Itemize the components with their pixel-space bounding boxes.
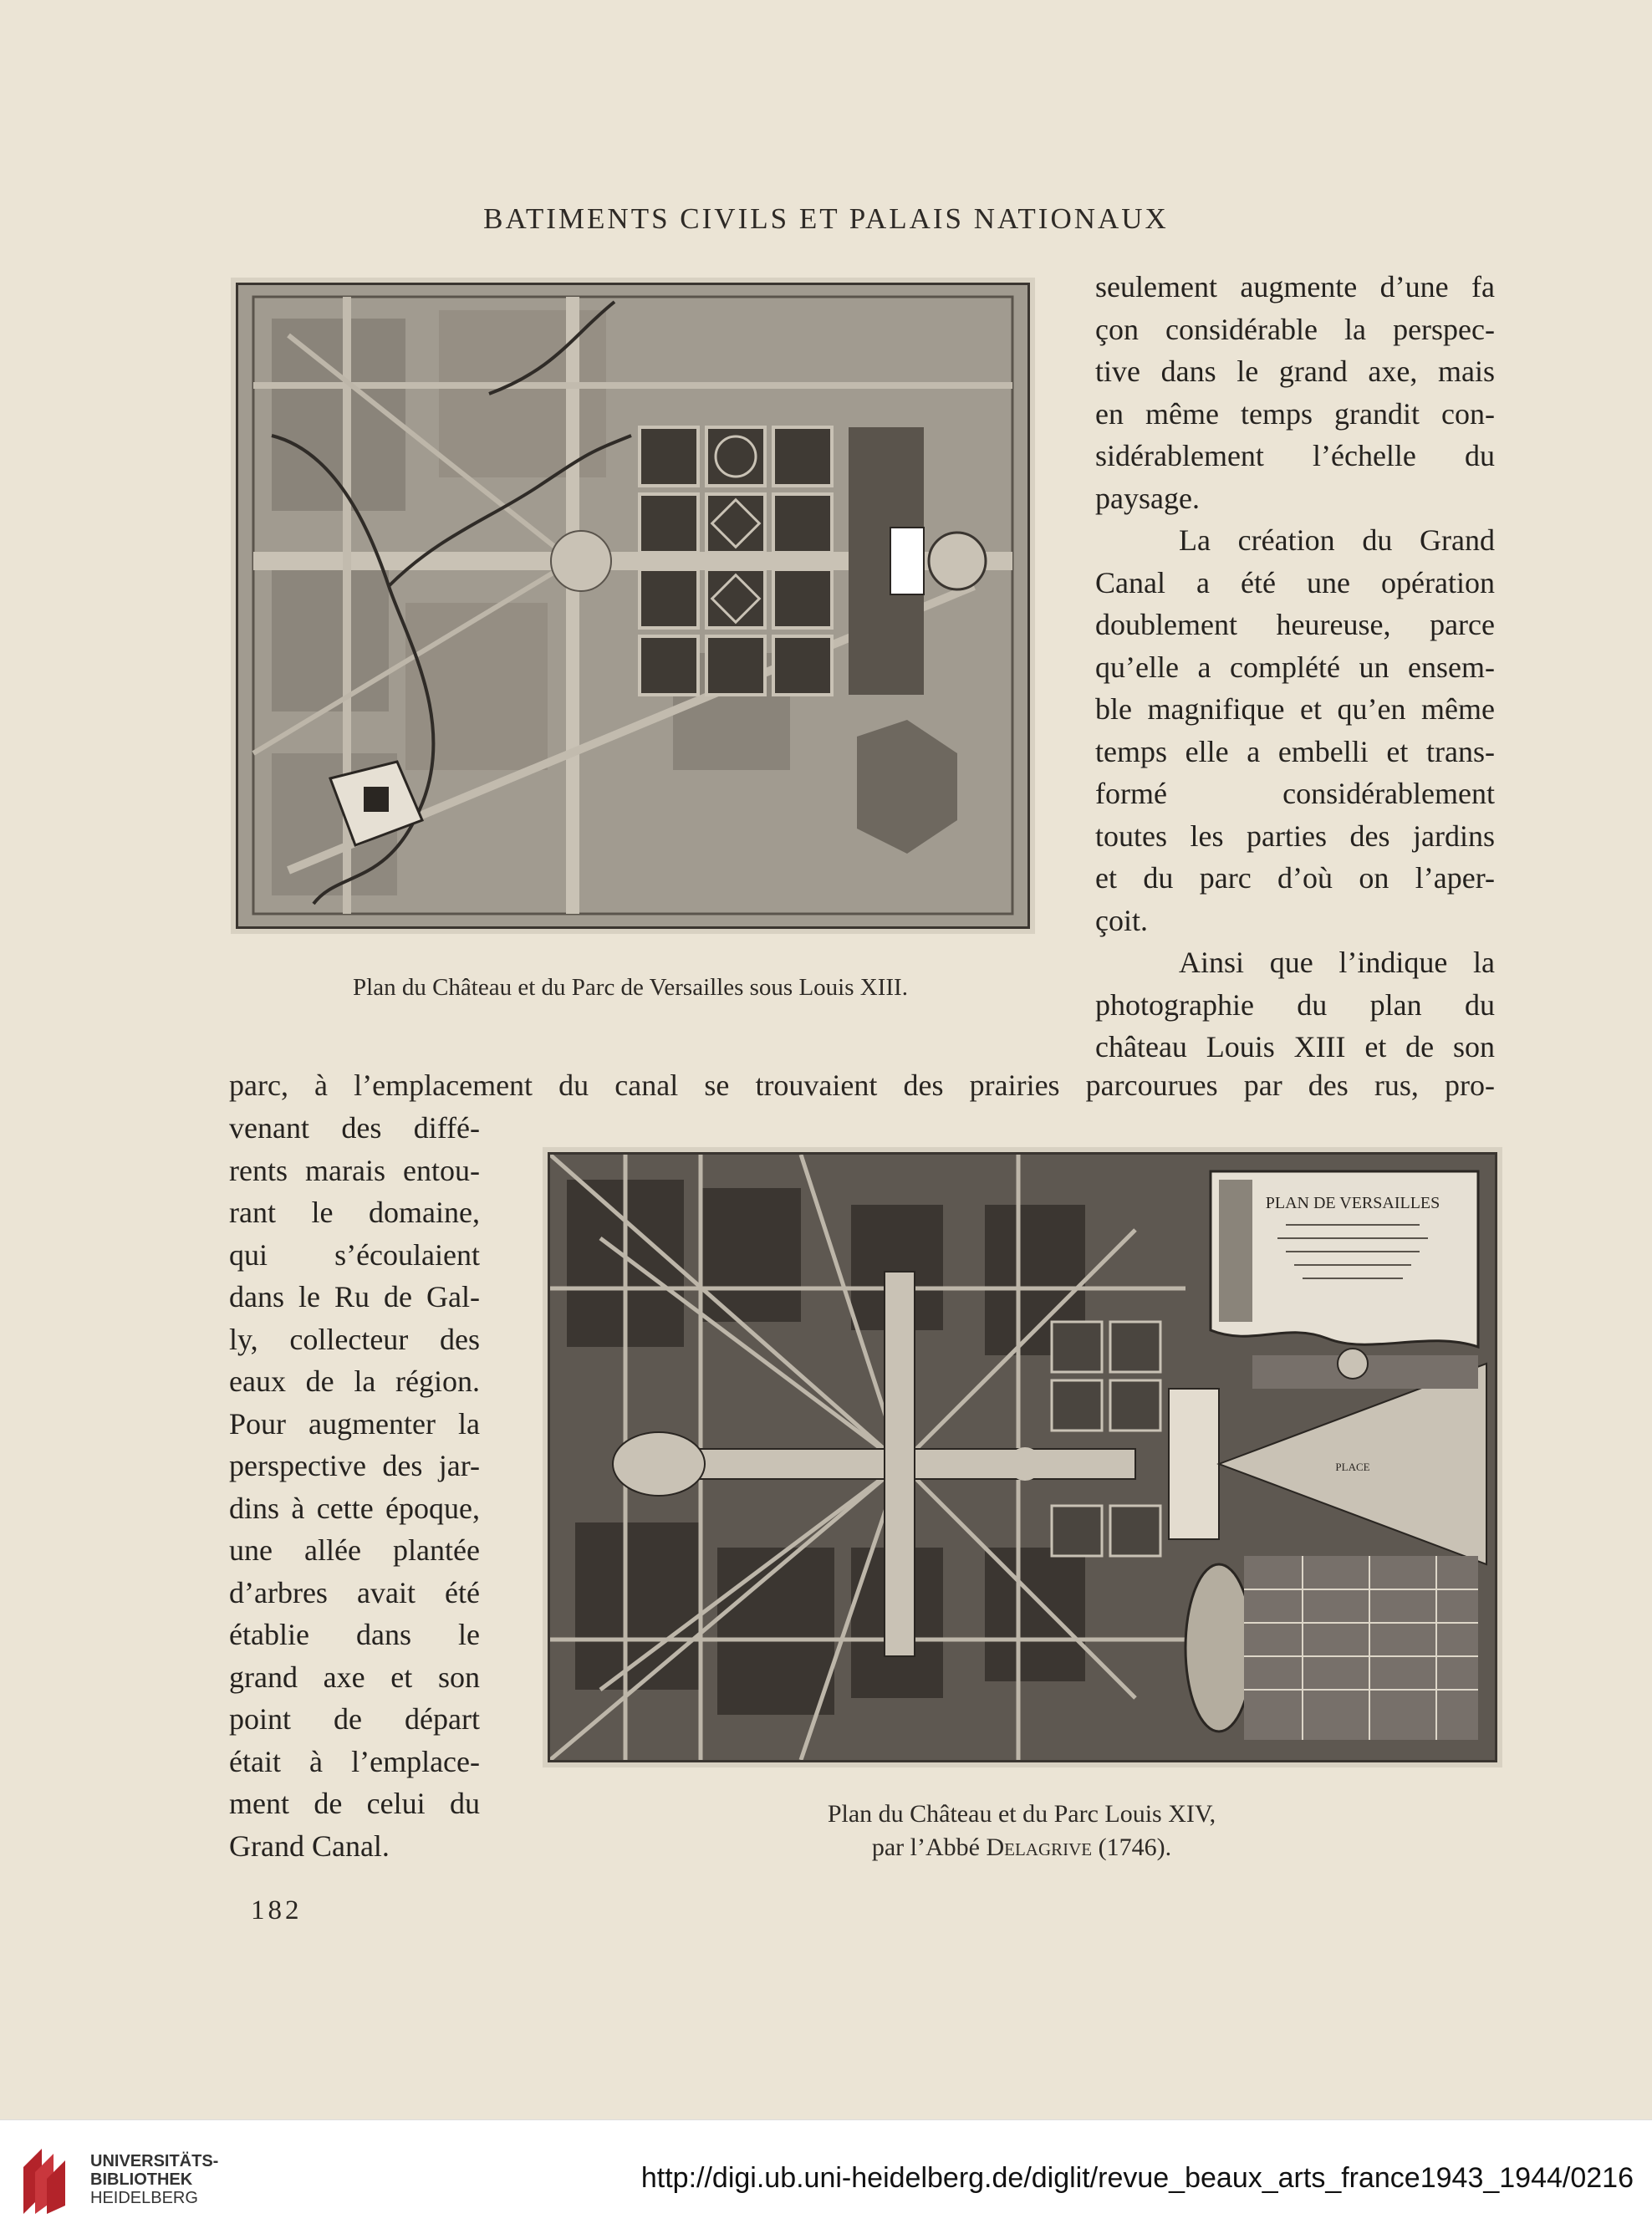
text-line: doublement heureuse, parce [1095,608,1495,641]
text-line: en même temps grandit con- [1095,396,1495,431]
text-line: et du parc d’où on l’aper- [1095,861,1495,895]
text-line: ly, collecteur des [229,1322,480,1356]
text-line: Pour augmenter la [229,1406,480,1441]
map-label-place: PLACE [1335,1461,1370,1473]
figure1-caption: Plan du Château et du Parc de Versailles sous Louis XIII. [353,974,908,1001]
text-line: dans le Ru de Gal- [229,1280,480,1313]
library-footer [0,2119,1652,2239]
library-name [90,2152,218,2207]
text-line: çoit. [1095,903,1148,937]
text-line: rant le domaine, [229,1196,480,1229]
text-line: venant des diffé- [229,1111,480,1145]
library-name-line3: HEIDELBERG [90,2189,198,2207]
cartouche-title: PLAN DE VERSAILLES [1265,1194,1440,1212]
left-text-column [229,1107,480,1867]
text-line: rents marais entou- [229,1153,480,1187]
caption-date: (1746). [1092,1834,1172,1861]
text-line: temps elle a embelli et trans- [1095,734,1495,768]
text-line: sidérablement l’échelle du [1095,439,1495,472]
page-number: 182 [251,1895,303,1925]
caption-text: par l’Abbé [871,1834,987,1861]
text-line: établie dans le [229,1618,480,1651]
text-line: grand axe et son [229,1660,480,1694]
library-name-line2: BIBLIOTHEK [90,2170,193,2189]
text-line: était à l’emplace- [229,1744,480,1778]
author-name: Delagrive [986,1834,1093,1861]
text-line: qui s’écoulaient [229,1237,480,1272]
figure2-caption [729,1798,1314,1864]
figure-louis-xiii-plan [236,283,1030,929]
full-width-text-line: parc, à l’emplacement du canal se trouvaient des prairies parcourues par des rus, pro- [229,1068,1495,1102]
text-line: qu’elle a complété un ensem- [1095,650,1495,684]
text-line: château Louis XIII et de son [1095,1030,1495,1063]
library-logo-icon [18,2142,75,2219]
text-line: Canal a été une opération [1095,565,1495,599]
text-line: formé considérablement [1095,777,1495,810]
text-line: toutes les parties des jardins [1095,819,1495,853]
text-line: ble magnifique et qu’en même [1095,692,1495,726]
text-line: une allée plantée [229,1533,480,1567]
text-line: Grand Canal. [229,1828,390,1863]
source-url-link[interactable]: http://digi.ub.uni-heidelberg.de/diglit/revue_beaux_arts_france1943_1944/0216 [640,2162,1634,2194]
figure2-caption-line1: Plan du Château et du Parc Louis XIV, [827,1800,1216,1828]
text-line: seulement augmente d’une fa [1095,270,1495,303]
text-line: dins à cette époque, [229,1491,480,1525]
library-name-line1: UNIVERSITÄTS- [90,2152,219,2170]
text-line: La création du Grand [1179,523,1495,557]
text-line: çon considérable la perspec- [1095,312,1495,346]
text-line: paysage. [1095,481,1200,515]
text-line: photographie du plan du [1095,987,1495,1022]
text-line: point de départ [229,1702,480,1736]
text-line: perspective des jar- [229,1449,480,1482]
text-line: Ainsi que l’indique la [1179,946,1495,979]
text-line: eaux de la région. [229,1364,480,1398]
right-text-column [1095,266,1495,1068]
text-line: tive dans le grand axe, mais [1095,354,1495,388]
figure2-caption-line2 [729,1831,1314,1864]
text-line: d’arbres avait été [229,1575,480,1609]
running-head: BATIMENTS CIVILS ET PALAIS NATIONAUX [483,202,1169,235]
text-line: ment de celui du [229,1787,480,1820]
figure-louis-xiv-plan [548,1152,1497,1762]
